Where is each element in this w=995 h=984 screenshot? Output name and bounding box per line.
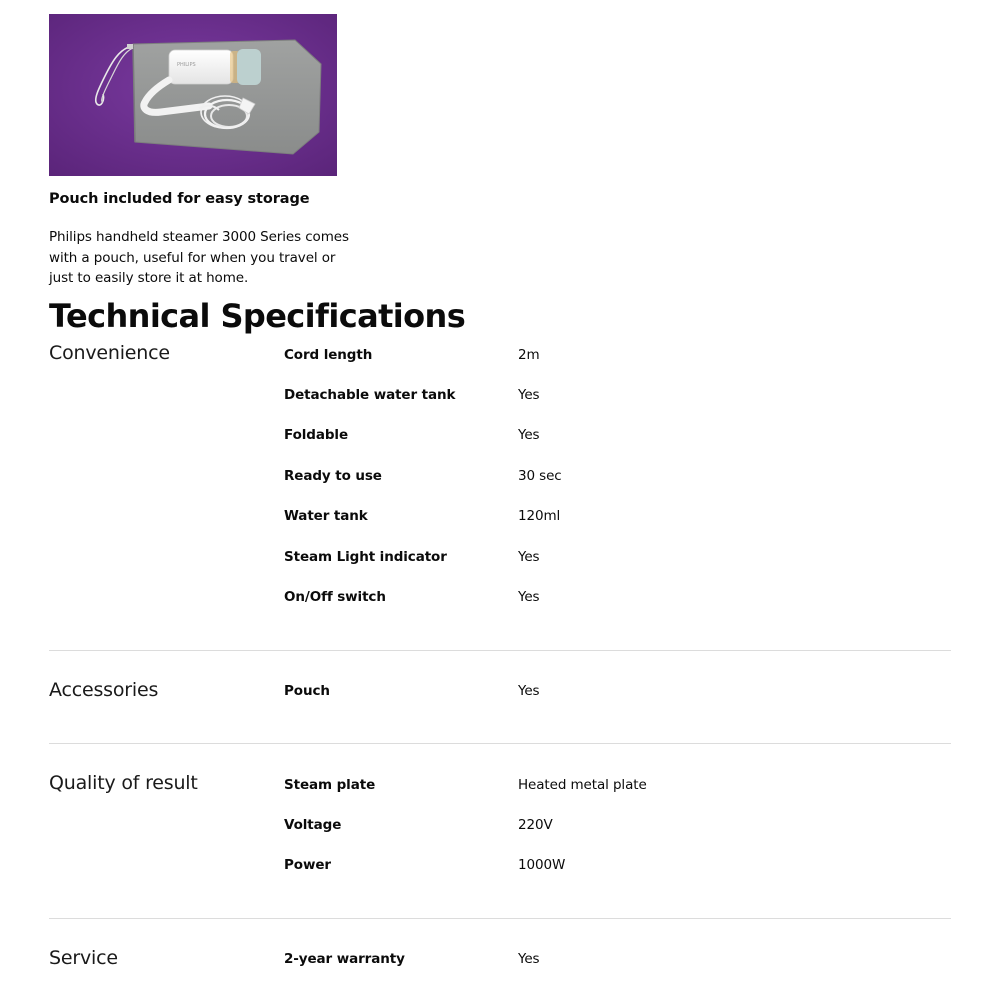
spec-value: Yes <box>518 427 540 443</box>
spec-value: 220V <box>518 817 553 833</box>
section-divider <box>49 650 951 651</box>
spec-label: Power <box>284 857 331 873</box>
group-name: Service <box>49 947 118 969</box>
spec-label: Pouch <box>284 683 330 699</box>
spec-label: 2-year warranty <box>284 951 405 967</box>
spec-row <box>49 347 951 367</box>
spec-row <box>49 777 951 797</box>
group-name: Accessories <box>49 679 159 701</box>
spec-row <box>49 468 951 488</box>
spec-label: Steam plate <box>284 777 376 793</box>
spec-value: Heated metal plate <box>518 777 647 793</box>
spec-row <box>49 387 951 407</box>
spec-row <box>49 508 951 528</box>
feature-description: Philips handheld steamer 3000 Series comes with a pouch, useful for when you travel or just to easily store it at home. <box>49 229 349 286</box>
spec-label: Steam Light indicator <box>284 549 447 565</box>
spec-label: On/Off switch <box>284 589 386 605</box>
spec-label: Cord length <box>284 347 373 363</box>
spec-row <box>49 683 951 703</box>
spec-row <box>49 427 951 447</box>
spec-label: Ready to use <box>284 468 382 484</box>
spec-row <box>49 589 951 609</box>
brand-logo-text: PHILIPS <box>177 62 196 68</box>
spec-value: Yes <box>518 387 540 403</box>
section-divider <box>49 743 951 744</box>
section-divider <box>49 918 951 919</box>
spec-label: Foldable <box>284 427 348 443</box>
specs-heading: Technical Specifications <box>49 297 466 335</box>
spec-row <box>49 857 951 877</box>
spec-value: 2m <box>518 347 540 363</box>
spec-value: Yes <box>518 683 540 699</box>
spec-value: Yes <box>518 549 540 565</box>
spec-label: Detachable water tank <box>284 387 456 403</box>
group-name: Quality of result <box>49 772 198 794</box>
spec-value: Yes <box>518 589 540 605</box>
spec-label: Water tank <box>284 508 368 524</box>
product-image-pouch <box>49 14 337 176</box>
spec-row <box>49 817 951 837</box>
feature-title: Pouch included for easy storage <box>49 191 310 207</box>
spec-label: Voltage <box>284 817 342 833</box>
spec-value: 30 sec <box>518 468 562 484</box>
spec-row <box>49 549 951 569</box>
spec-value: Yes <box>518 951 540 967</box>
spec-value: 1000W <box>518 857 566 873</box>
spec-value: 120ml <box>518 508 561 524</box>
group-name: Convenience <box>49 342 170 364</box>
spec-row <box>49 951 951 971</box>
